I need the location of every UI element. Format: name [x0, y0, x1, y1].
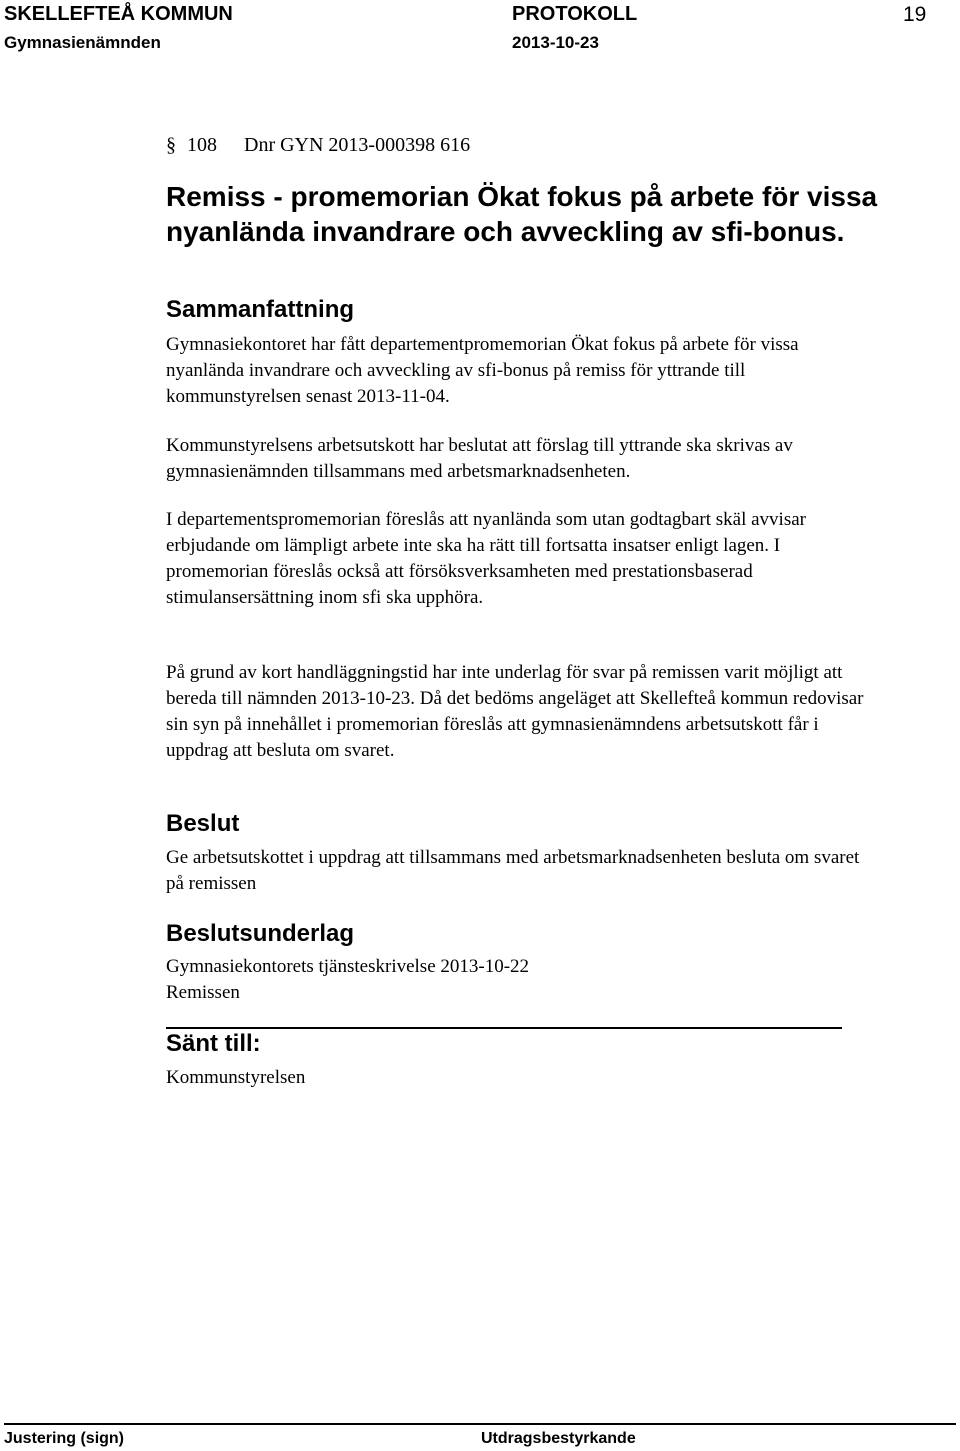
section-line — [166, 134, 470, 157]
paragraph: Kommunstyrelsens arbetsutskott har beslutat att förslag till yttrande ska skrivas av gymnasienämnden tillsammans med arbetsmarknadsenheten. — [166, 435, 793, 482]
decision-text — [166, 845, 866, 897]
dnr: Dnr GYN 2013-000398 616 — [244, 134, 471, 156]
summary-paragraph-4 — [166, 660, 866, 764]
basis-item: Gymnasiekontorets tjänsteskrivelse 2013-10-22 — [166, 956, 530, 977]
summary-paragraph-2 — [166, 433, 866, 485]
document-title: Remiss - promemorian Ökat fokus på arbete för vissa nyanlända invandrare och avveckling av sfi-bonus. — [166, 181, 878, 247]
decision-heading: Beslut — [166, 810, 240, 837]
meeting-date: 2013-10-23 — [512, 33, 599, 52]
paragraph: I departementspromemorian föreslås att nyanlända som utan godtagbart skäl avvisar erbjudande om lämpligt arbete inte ska ha rätt till fortsatta insatser enligt lagen. I promemorian föreslås också att försöksverksamheten med prestationsbaserad stimulansersättning inom sfi ska upphöra. — [166, 509, 806, 608]
paragraph: På grund av kort handläggningstid har inte underlag för svar på remissen varit möjligt att bereda till nämnden 2013-10-23. Då det bedöms angeläget att Skellefteå kommun redovisar sin syn på innehållet i promemorian föreslås att gymnasienämndens arbetsutskott får i uppdrag att besluta om svaret. — [166, 662, 864, 761]
basis-list — [166, 954, 866, 1006]
footer-utdragsbestyrkande: Utdragsbestyrkande — [481, 1430, 636, 1447]
sent-to-heading: Sänt till: — [166, 1030, 261, 1057]
footer-rule — [4, 1423, 956, 1425]
section-number: 108 — [187, 134, 217, 156]
document-type: PROTOKOLL — [512, 3, 638, 25]
org-name: SKELLEFTEÅ KOMMUN — [4, 3, 233, 25]
footer-justering: Justering (sign) — [4, 1430, 125, 1447]
summary-paragraph-3 — [166, 507, 866, 611]
recipient-list — [166, 1065, 866, 1091]
page-number: 19 — [903, 3, 927, 26]
summary-paragraph-1 — [166, 332, 866, 410]
summary-heading: Sammanfattning — [166, 296, 355, 323]
basis-heading: Beslutsunderlag — [166, 920, 355, 947]
paragraph: Gymnasiekontoret har fått departementpromemorian Ökat fokus på arbete för vissa nyanlända invandrare och avveckling av sfi-bonus på remiss för yttrande till kommunstyrelsen senast 2013-11-04. — [166, 334, 799, 407]
committee-name: Gymnasienämnden — [4, 33, 161, 52]
recipient: Kommunstyrelsen — [166, 1067, 306, 1088]
section-symbol: § — [166, 134, 176, 156]
separator-line — [166, 1027, 842, 1029]
basis-item: Remissen — [166, 982, 240, 1003]
paragraph: Ge arbetsutskottet i uppdrag att tillsammans med arbetsmarknadsenheten besluta om svaret på remissen — [166, 847, 860, 894]
